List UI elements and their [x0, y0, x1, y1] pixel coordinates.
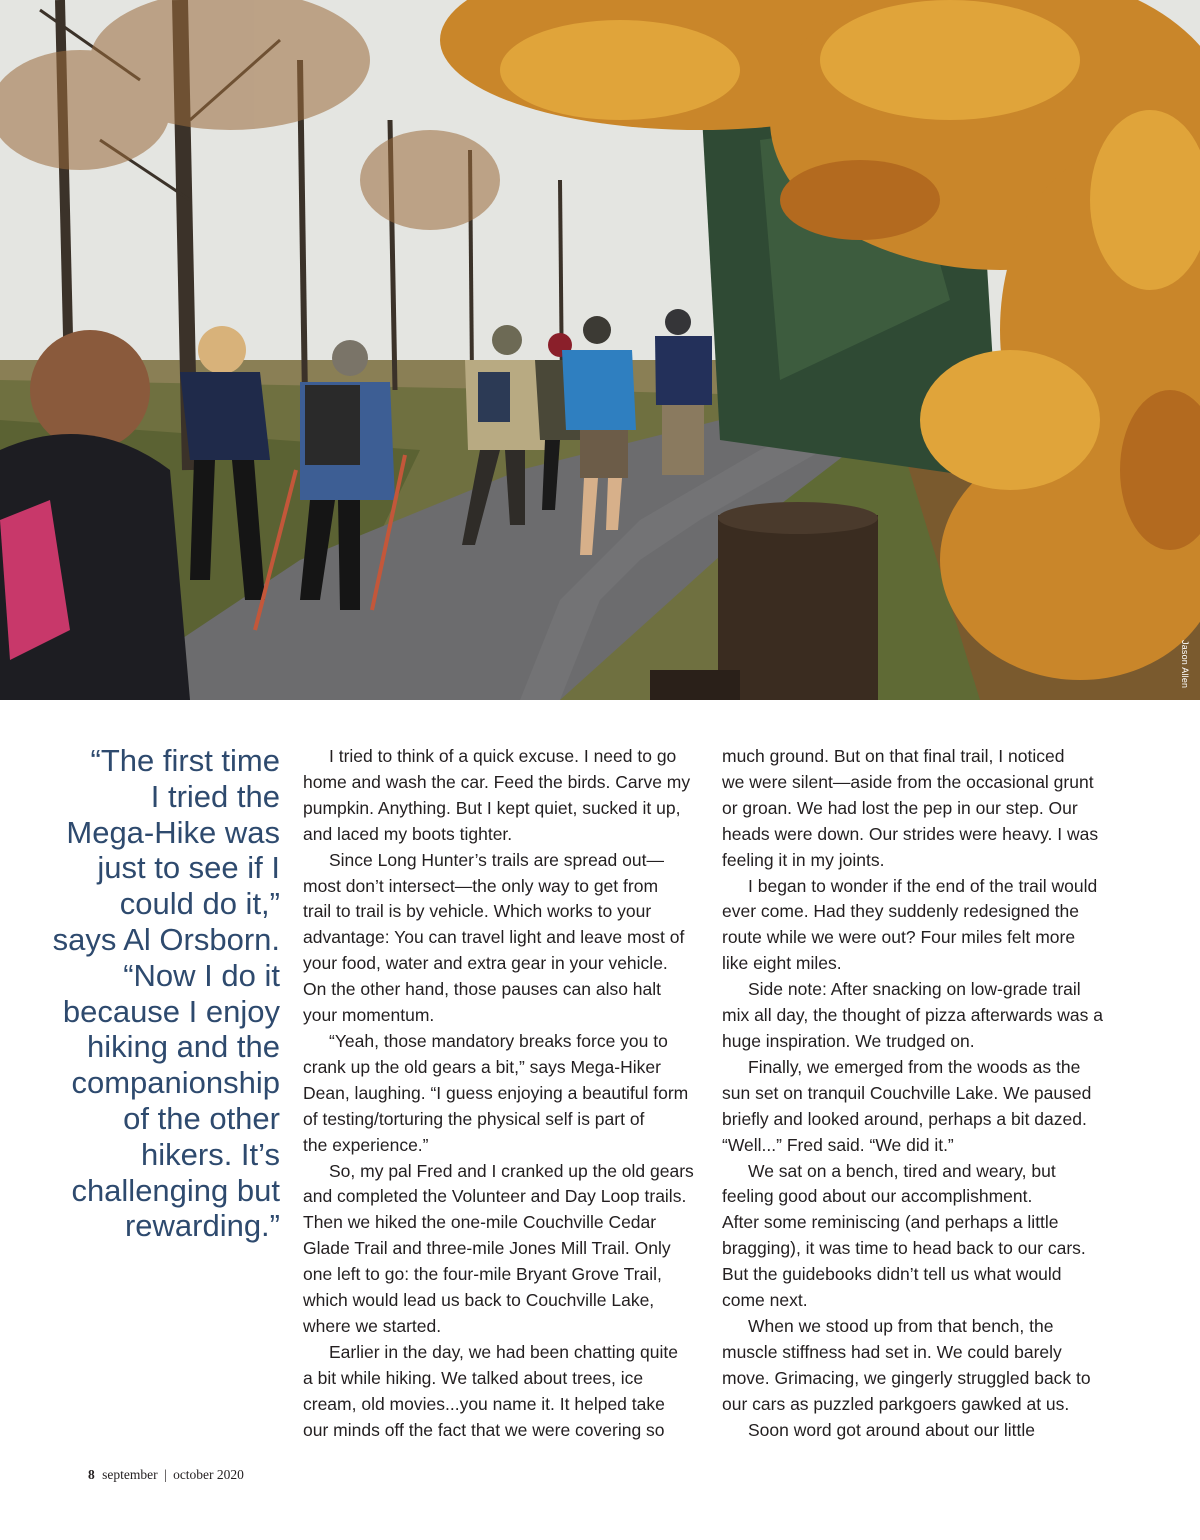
text-line: On the other hand, those pauses can also halt: [303, 979, 662, 1000]
text-line: muscle stiffness had set in. We could barely: [722, 1341, 1062, 1362]
text-line: your momentum.: [303, 1005, 435, 1026]
photo-credit: Jason Allen: [1180, 640, 1190, 689]
text-line: we were silent—aside from the occasional grunt: [722, 771, 1094, 792]
text-line: When we stood up from that bench, the: [748, 1315, 1054, 1336]
pull-quote-line: I tried the: [150, 778, 280, 814]
text-line: Earlier in the day, we had been chatting quite: [329, 1341, 678, 1362]
text-line: most don’t intersect—the only way to get from: [303, 875, 659, 896]
text-line: a bit while hiking. We talked about trees, ice: [303, 1367, 644, 1388]
text-line: briefly and looked around, perhaps a bit dazed.: [722, 1108, 1087, 1129]
text-line: much ground. But on that final trail, I noticed: [722, 746, 1065, 766]
text-line: huge inspiration. We trudged on.: [722, 1030, 975, 1051]
text-line: home and wash the car. Feed the birds. Carve my: [303, 771, 691, 792]
article-column-1: [303, 744, 708, 1443]
text-line: come next.: [722, 1290, 808, 1311]
text-line: I tried to think of a quick excuse. I need to go: [329, 746, 677, 766]
text-line: “Yeah, those mandatory breaks force you to: [329, 1030, 668, 1051]
text-line: or groan. We had lost the pep in our step. Our: [722, 797, 1078, 818]
text-line: advantage: You can travel light and leave most of: [303, 927, 685, 948]
pull-quote: [30, 743, 280, 1244]
pull-quote-line: says Al Orsborn.: [52, 921, 280, 957]
text-line: route while we were out? Four miles felt more: [722, 927, 1076, 948]
text-line: feeling it in my joints.: [722, 849, 885, 870]
text-line: After some reminiscing (and perhaps a little: [722, 1212, 1059, 1233]
text-line: mix all day, the thought of pizza afterwards was a: [722, 1005, 1103, 1026]
text-line: bragging), it was time to head back to our cars.: [722, 1238, 1086, 1259]
pull-quote-line: just to see if I: [97, 850, 280, 886]
text-line: the experience.”: [303, 1134, 429, 1155]
text-line: Dean, laughing. “I guess enjoying a beautiful form: [303, 1082, 689, 1103]
pull-quote-line: of the other: [123, 1100, 280, 1136]
text-line: and completed the Volunteer and Day Loop trails.: [303, 1186, 687, 1207]
text-line: like eight miles.: [722, 953, 842, 974]
text-line: So, my pal Fred and I cranked up the old gears: [329, 1160, 694, 1181]
text-line: We sat on a bench, tired and weary, but: [748, 1160, 1056, 1181]
text-line: Since Long Hunter’s trails are spread out—: [329, 849, 664, 870]
pull-quote-line: hiking and the: [86, 1029, 280, 1065]
pull-quote-line: challenging but: [71, 1172, 280, 1208]
text-line: sun set on tranquil Couchville Lake. We paused: [722, 1082, 1092, 1103]
text-line: crank up the old gears a bit,” says Mega-Hiker: [303, 1056, 661, 1077]
photo-illustration: [0, 0, 1200, 700]
text-line: which would lead us back to Couchville Lake,: [303, 1290, 655, 1311]
text-line: our minds off the fact that we were covering so: [303, 1419, 665, 1440]
text-line: ever come. Had they suddenly redesigned the: [722, 901, 1080, 922]
text-line: “Well...” Fred said. “We did it.”: [722, 1134, 954, 1155]
page-number: 8: [88, 1467, 95, 1482]
pull-quote-line: because I enjoy: [62, 993, 280, 1029]
pull-quote-line: Mega-Hike was: [66, 814, 280, 850]
text-line: I began to wonder if the end of the trail would: [748, 875, 1098, 896]
text-line: pumpkin. Anything. But I kept quiet, sucked it up,: [303, 797, 681, 818]
text-line: of testing/torturing the physical self is part of: [303, 1108, 645, 1129]
text-line: But the guidebooks didn’t tell us what would: [722, 1264, 1062, 1285]
text-line: trail to trail is by vehicle. Which works to your: [303, 901, 652, 922]
pull-quote-line: hikers. It’s: [141, 1136, 280, 1172]
issue-separator: |: [163, 1467, 167, 1482]
text-line: your food, water and extra gear in your vehicle.: [303, 953, 668, 974]
pull-quote-line: “The first time: [90, 743, 280, 778]
text-line: heads were down. Our strides were heavy. I was: [722, 823, 1099, 844]
issue-month-b-year: october 2020: [173, 1467, 244, 1482]
text-line: cream, old movies...you name it. It helped take: [303, 1393, 665, 1414]
text-line: Then we hiked the one-mile Couchville Cedar: [303, 1212, 657, 1233]
text-line: move. Grimacing, we gingerly struggled back to: [722, 1367, 1091, 1388]
pull-quote-line: “Now I do it: [123, 957, 280, 993]
text-line: our cars as puzzled parkgoers gawked at us.: [722, 1393, 1070, 1414]
text-line: and laced my boots tighter.: [303, 823, 513, 844]
text-line: Soon word got around about our little: [748, 1419, 1035, 1440]
text-line: where we started.: [303, 1315, 442, 1336]
page-footer: [88, 1467, 244, 1483]
text-line: feeling good about our accomplishment.: [722, 1186, 1033, 1207]
pull-quote-line: rewarding.”: [124, 1208, 280, 1244]
text-line: one left to go: the four-mile Bryant Grove Trail,: [303, 1264, 662, 1285]
issue-month-a: september: [102, 1467, 158, 1482]
pull-quote-line: could do it,”: [119, 886, 280, 922]
text-line: Side note: After snacking on low-grade trail: [748, 979, 1081, 1000]
text-line: Glade Trail and three-mile Jones Mill Trail. Only: [303, 1238, 671, 1259]
text-line: Finally, we emerged from the woods as the: [748, 1056, 1081, 1077]
article-column-2: [722, 744, 1142, 1443]
pull-quote-line: companionship: [71, 1065, 280, 1101]
hikers-photo: [0, 0, 1200, 700]
